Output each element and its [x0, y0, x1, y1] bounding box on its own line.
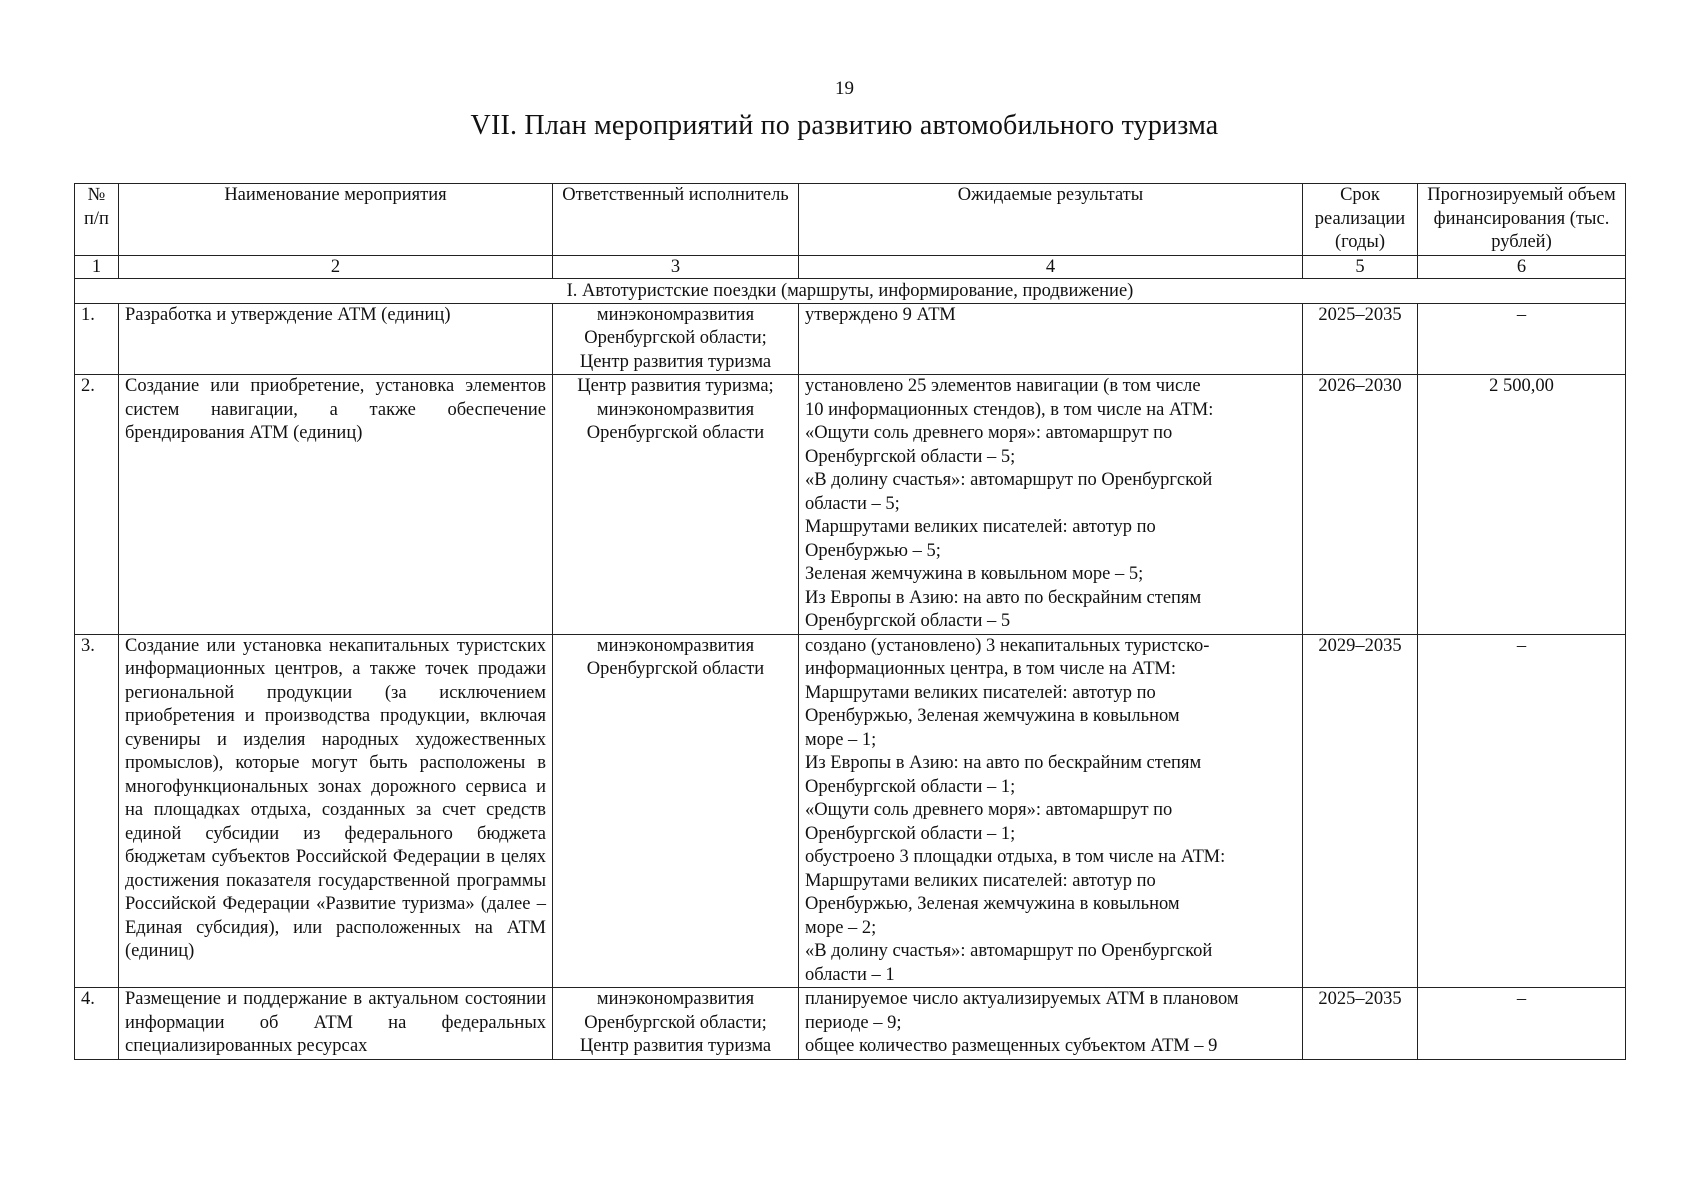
event-name: Создание или установка некапитальных туристских информационных центров, а также точек продажи региональной продукции (за исключением приобретения и производства продукции, включая сувениры и изделия народных художественных промыслов), которые могут быть расположены в многофункциональных зонах дорожного сервиса и на площадках отдыха, созданных за счет средств единой субсидии из федерального бюджета бюджетам субъектов Российской Федерации в целях достижения показателя государственной программы Российской Федерации «Развитие туризма» (далее – Единая субсидия), или расположенных на АТМ (единиц)	[119, 634, 553, 988]
result-line: Оренбургской области – 5;	[805, 446, 1016, 467]
table-header-row	[75, 184, 1626, 256]
result-line: 10 информационных стендов), в том числе на АТМ:	[805, 399, 1214, 420]
section-row	[75, 278, 1626, 303]
responsible-line: Оренбургской области	[586, 659, 765, 679]
responsible-executor	[553, 634, 799, 988]
action-plan-table	[74, 183, 1626, 1060]
responsible-line: минэкономразвития	[596, 635, 755, 656]
result-line: Маршрутами великих писателей: автотур по	[805, 682, 1156, 703]
responsible-line: Оренбургской области;	[584, 328, 767, 348]
result-line: обустроено 3 площадки отдыха, в том числе на АТМ:	[805, 847, 1226, 867]
event-name: Разработка и утверждение АТМ (единиц)	[119, 303, 553, 375]
expected-results	[799, 634, 1303, 988]
responsible-line: Центр развития туризма	[579, 1036, 772, 1056]
row-number: 2.	[75, 375, 119, 635]
document-title: VII. План мероприятий по развитию автомобильного туризма	[470, 110, 1219, 141]
page-number: 19	[835, 78, 854, 99]
column-number: 6	[1418, 255, 1626, 278]
result-line: общее количество размещенных субъектом АТМ – 9	[805, 1036, 1218, 1056]
result-line: информационных центра, в том числе на АТМ:	[805, 659, 1177, 679]
table-row	[75, 988, 1626, 1060]
result-line: планируемое число актуализируемых АТМ в плановом	[805, 989, 1239, 1009]
header-event-name: Наименование мероприятия	[119, 184, 553, 256]
result-line: Из Европы в Азию: на авто по бескрайним степям	[805, 587, 1202, 608]
column-number: 1	[75, 255, 119, 278]
result-line: море – 2;	[805, 917, 877, 938]
funding-amount: –	[1418, 303, 1626, 375]
result-line: области – 1	[805, 964, 895, 985]
expected-results	[799, 303, 1303, 375]
result-line: «В долину счастья»: автомаршрут по Оренбургской	[805, 470, 1213, 490]
funding-amount: –	[1418, 988, 1626, 1060]
responsible-line: минэкономразвития	[596, 304, 755, 325]
responsible-line: Оренбургской области	[586, 423, 765, 443]
header-funding: Прогнозируемый объем финансирования (тыс. рублей)	[1418, 184, 1626, 256]
responsible-line: минэкономразвития	[596, 399, 755, 420]
result-line: «Ощути соль древнего моря»: автомаршрут по	[805, 800, 1173, 820]
result-line: Оренбургской области – 1;	[805, 823, 1016, 844]
column-number-row	[75, 255, 1626, 278]
result-line: периоде – 9;	[805, 1012, 902, 1033]
row-number: 4.	[75, 988, 119, 1060]
result-line: Оренбургской области – 5	[805, 611, 1011, 631]
table-row	[75, 634, 1626, 988]
result-line: Оренбуржью, Зеленая жемчужина в ковыльном	[805, 706, 1180, 726]
result-line: «В долину счастья»: автомаршрут по Оренбургской	[805, 941, 1213, 961]
result-line: Оренбуржью, Зеленая жемчужина в ковыльном	[805, 894, 1180, 914]
responsible-executor	[553, 988, 799, 1060]
responsible-line: минэкономразвития	[596, 989, 755, 1009]
result-line: Зеленая жемчужина в ковыльном море – 5;	[805, 564, 1144, 584]
event-name: Размещение и поддержание в актуальном состоянии информации об АТМ на федеральных специализированных ресурсах	[119, 988, 553, 1060]
implementation-period: 2026–2030	[1303, 375, 1418, 635]
header-number: № п/п	[75, 184, 119, 256]
expected-results	[799, 988, 1303, 1060]
row-number: 1.	[75, 303, 119, 375]
result-line: Маршрутами великих писателей: автотур по	[805, 517, 1156, 537]
result-line: Оренбуржью – 5;	[805, 540, 941, 561]
result-line: Из Европы в Азию: на авто по бескрайним степям	[805, 753, 1202, 773]
implementation-period: 2029–2035	[1303, 634, 1418, 988]
funding-amount: 2 500,00	[1418, 375, 1626, 635]
header-expected-results: Ожидаемые результаты	[799, 184, 1303, 256]
header-responsible: Ответственный исполнитель	[553, 184, 799, 256]
result-line: «Ощути соль древнего моря»: автомаршрут по	[805, 423, 1173, 443]
responsible-line: Оренбургской области;	[584, 1012, 767, 1033]
result-line: области – 5;	[805, 493, 900, 514]
responsible-line: Центр развития туризма;	[577, 376, 774, 396]
section-title: I. Автотуристские поездки (маршруты, информирование, продвижение)	[75, 278, 1626, 303]
expected-results	[799, 375, 1303, 635]
row-number: 3.	[75, 634, 119, 988]
column-number: 5	[1303, 255, 1418, 278]
column-number: 3	[553, 255, 799, 278]
header-period: Срок реализации (годы)	[1303, 184, 1418, 256]
implementation-period: 2025–2035	[1303, 988, 1418, 1060]
responsible-executor	[553, 303, 799, 375]
responsible-executor	[553, 375, 799, 635]
result-line: создано (установлено) 3 некапитальных туристско-	[805, 635, 1210, 656]
result-line: море – 1;	[805, 729, 877, 750]
column-number: 2	[119, 255, 553, 278]
table-row	[75, 375, 1626, 635]
responsible-line: Центр развития туризма	[579, 351, 772, 372]
result-line: Маршрутами великих писателей: автотур по	[805, 870, 1156, 891]
result-line: Оренбургской области – 1;	[805, 776, 1016, 797]
table-row	[75, 303, 1626, 375]
result-line: утверждено 9 АТМ	[805, 304, 956, 325]
column-number: 4	[799, 255, 1303, 278]
result-line: установлено 25 элементов навигации (в том числе	[805, 376, 1201, 396]
funding-amount: –	[1418, 634, 1626, 988]
event-name: Создание или приобретение, установка элементов систем навигации, а также обеспечение брендирования АТМ (единиц)	[119, 375, 553, 635]
implementation-period: 2025–2035	[1303, 303, 1418, 375]
